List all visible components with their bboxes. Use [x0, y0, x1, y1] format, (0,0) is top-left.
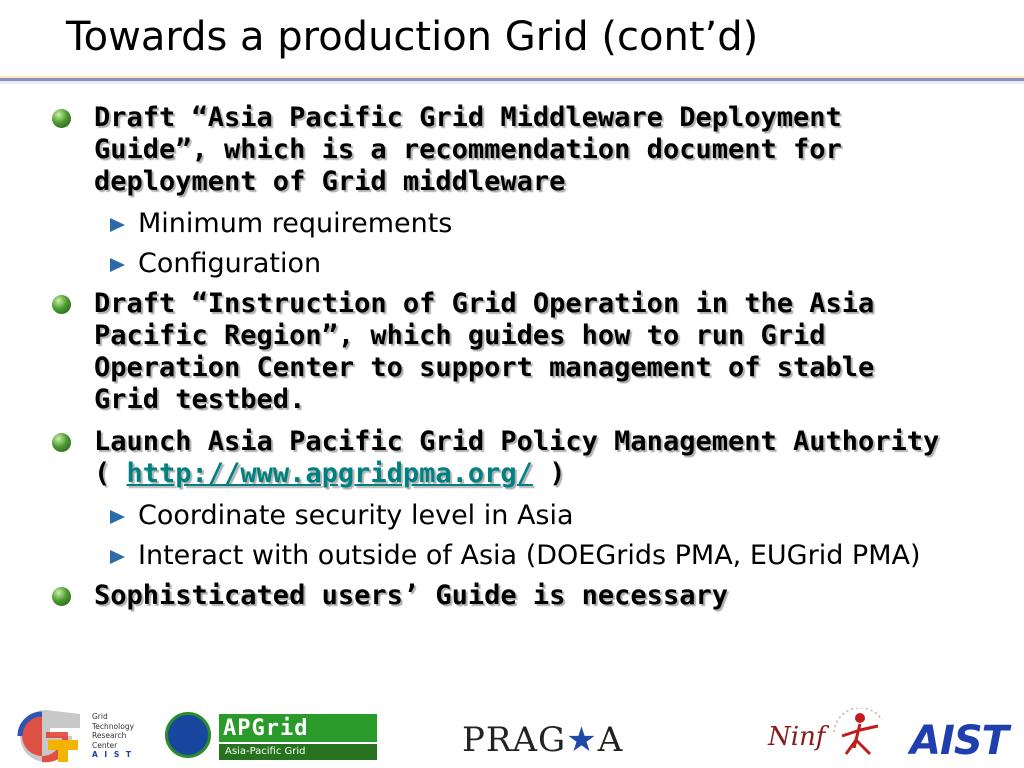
gtrc-logo-icon	[6, 706, 86, 764]
ninf-logo: Ninf	[768, 722, 826, 752]
slide-title: Towards a production Grid (cont’d)	[66, 14, 759, 60]
bullet-3-text-after: )	[549, 458, 566, 489]
bullet-4-text: Sophisticated users’ Guide is necessary	[94, 580, 728, 611]
green-bullet-icon	[52, 587, 71, 606]
arrow-bullet-icon	[110, 510, 125, 524]
apgrid-word: APGrid	[223, 716, 309, 741]
bullet-4	[52, 580, 952, 612]
sub-bullet-1-1	[52, 208, 952, 240]
pragma-left: PRAG	[462, 720, 567, 760]
ninf-star-icon	[830, 708, 886, 758]
bullet-2	[52, 288, 952, 416]
gtrc-text	[92, 712, 134, 760]
bullet-1	[52, 102, 952, 198]
gtrc-line-2: Technology	[92, 721, 135, 731]
green-bullet-icon	[52, 295, 71, 314]
sub-bullet-1-1-text: Minimum requirements	[138, 208, 453, 239]
arrow-bullet-icon	[110, 258, 125, 272]
bullet-3	[52, 426, 952, 490]
apgridpma-link[interactable]: http://www.apgridpma.org/	[126, 458, 533, 489]
apgrid-subtitle: Asia-Pacific Grid	[219, 744, 377, 760]
slide-content	[52, 102, 952, 622]
sub-bullet-1-2-text: Configuration	[138, 248, 322, 279]
arrow-bullet-icon	[110, 218, 125, 232]
sub-bullet-3-1	[52, 500, 952, 532]
pragma-figure-icon: ★	[566, 720, 598, 760]
footer-logos	[0, 698, 1024, 768]
bullet-3-text-before: Launch Asia Pacific Grid Policy Management Authority (	[94, 426, 940, 489]
apgrid-logo	[165, 710, 377, 766]
sub-bullet-1-2	[52, 248, 952, 280]
pragma-right: A	[597, 720, 624, 760]
gtrc-line-5: A I S T	[92, 750, 133, 759]
gtrc-line-1: Grid	[92, 712, 108, 721]
pragma-logo	[462, 720, 623, 760]
bullet-2-text: Draft “Instruction of Grid Operation in the Asia Pacific Region”, which guides how to run Grid Operation Center to support management of stable Grid testbed.	[94, 288, 875, 415]
sub-bullet-3-2-text: Interact with outside of Asia (DOEGrids PMA, EUGrid PMA)	[138, 540, 921, 571]
aist-logo: AIST	[910, 718, 1008, 764]
apgrid-ring-icon	[165, 712, 211, 758]
green-bullet-icon	[52, 109, 71, 128]
arrow-bullet-icon	[110, 550, 125, 564]
gtrc-line-4: Center	[92, 740, 118, 750]
green-bullet-icon	[52, 433, 71, 452]
sub-bullet-3-2	[52, 540, 952, 572]
bullet-1-text: Draft “Asia Pacific Grid Middleware Deployment Guide”, which is a recommendation document for deployment of Grid middleware	[94, 102, 842, 197]
title-rule	[0, 76, 1024, 84]
sub-bullet-3-1-text: Coordinate security level in Asia	[138, 500, 574, 531]
gtrc-line-3: Research	[92, 731, 127, 740]
